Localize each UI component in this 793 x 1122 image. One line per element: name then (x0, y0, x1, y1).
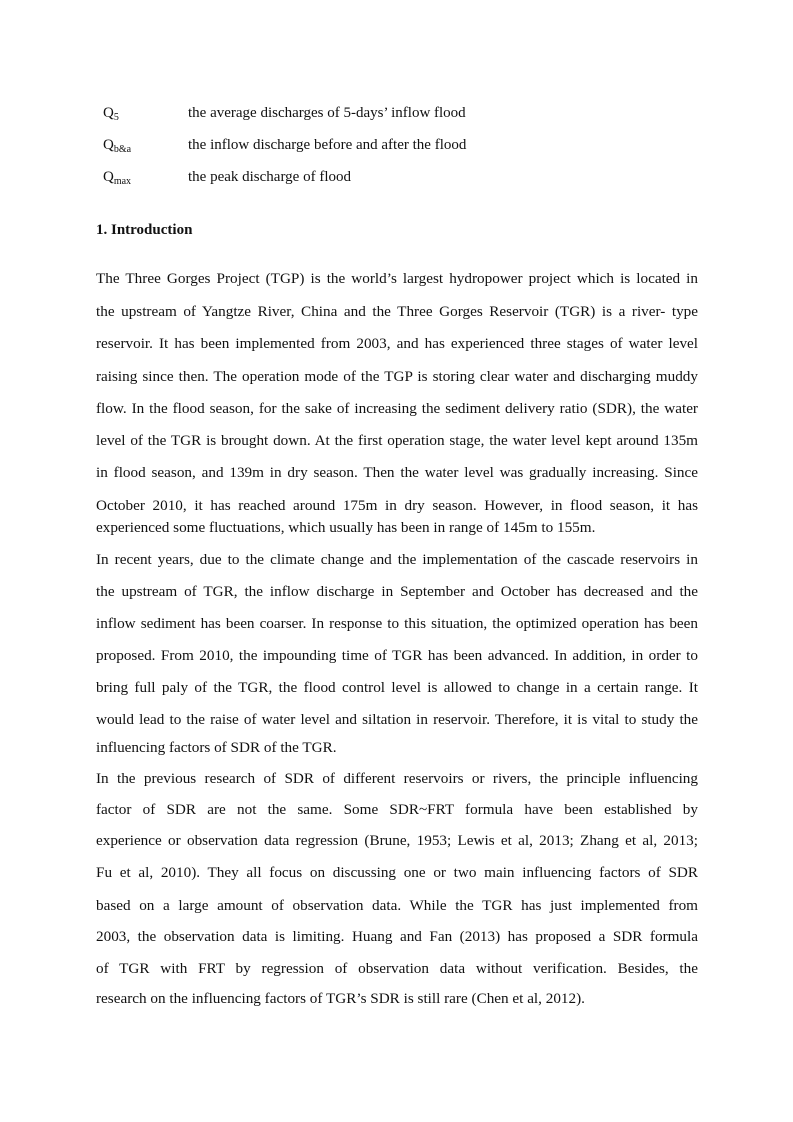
text-line: proposed. From 2010, the impounding time of TGR has been advanced. In addition, in order to (96, 647, 698, 664)
nomenclature-definition: the peak discharge of flood (188, 169, 352, 185)
text-line: in flood season, and 139m in dry season. Then the water level was gradually increasing. Since (96, 464, 698, 481)
text-line: 2003, the observation data is limiting. Huang and Fan (2013) has proposed a SDR formula (96, 928, 698, 945)
text-line: factor of SDR are not the same. Some SDR~FRT formula have been established by (96, 801, 698, 818)
text-line: of TGR with FRT by regression of observation data without verification. Besides, the (96, 960, 698, 977)
text-line: would lead to the raise of water level and siltation in reservoir. Therefore, it is vital to study the (96, 711, 698, 728)
text-line: flow. In the flood season, for the sake of increasing the sediment delivery ratio (SDR), the water (96, 400, 698, 417)
text-line: In the previous research of SDR of different reservoirs or rivers, the principle influencing (96, 770, 698, 787)
text-line: The Three Gorges Project (TGP) is the world’s largest hydropower project which is located in (96, 270, 698, 287)
nomenclature-symbol: $Q_5$ (103, 105, 119, 123)
text-line: the upstream of Yangtze River, China and the Three Gorges Reservoir (TGR) is a river- type (96, 303, 698, 320)
text-line: based on a large amount of observation data. While the TGR has just implemented from (96, 897, 698, 914)
nomenclature-definition: the average discharges of 5-days’ inflow flood (188, 105, 466, 121)
text-line: experience or observation data regression (Brune, 1953; Lewis et al, 2013; Zhang et al, 2013; (96, 832, 698, 849)
text-line: experienced some fluctuations, which usually has been in range of 145m to 155m. (96, 519, 596, 536)
text-line: reservoir. It has been implemented from 2003, and has experienced three stages of water level (96, 335, 698, 352)
text-line: level of the TGR is brought down. At the first operation stage, the water level kept around 135m (96, 432, 698, 449)
text-line: October 2010, it has reached around 175m in dry season. However, in flood season, it has (96, 497, 698, 514)
text-line: research on the influencing factors of TGR’s SDR is still rare (Chen et al, 2012). (96, 990, 585, 1007)
section-heading: 1. Introduction (96, 222, 193, 238)
text-line: Fu et al, 2010). They all focus on discussing one or two main influencing factors of SDR (96, 864, 698, 881)
text-line: raising since then. The operation mode of the TGP is storing clear water and discharging muddy (96, 368, 698, 385)
nomenclature-definition: the inflow discharge before and after the flood (188, 137, 467, 153)
text-line: bring full paly of the TGR, the flood control level is allowed to change in a certain range. It (96, 679, 698, 696)
text-line: inflow sediment has been coarser. In response to this situation, the optimized operation has been (96, 615, 698, 632)
nomenclature-symbol: $Q_{max}$ (103, 169, 132, 187)
text-line: influencing factors of SDR of the TGR. (96, 739, 337, 756)
nomenclature-symbol: $Q_{b\&a}$ (103, 137, 132, 155)
text-line: In recent years, due to the climate change and the implementation of the cascade reservoirs in (96, 551, 698, 568)
text-line: the upstream of TGR, the inflow discharge in September and October has decreased and the (96, 583, 698, 600)
